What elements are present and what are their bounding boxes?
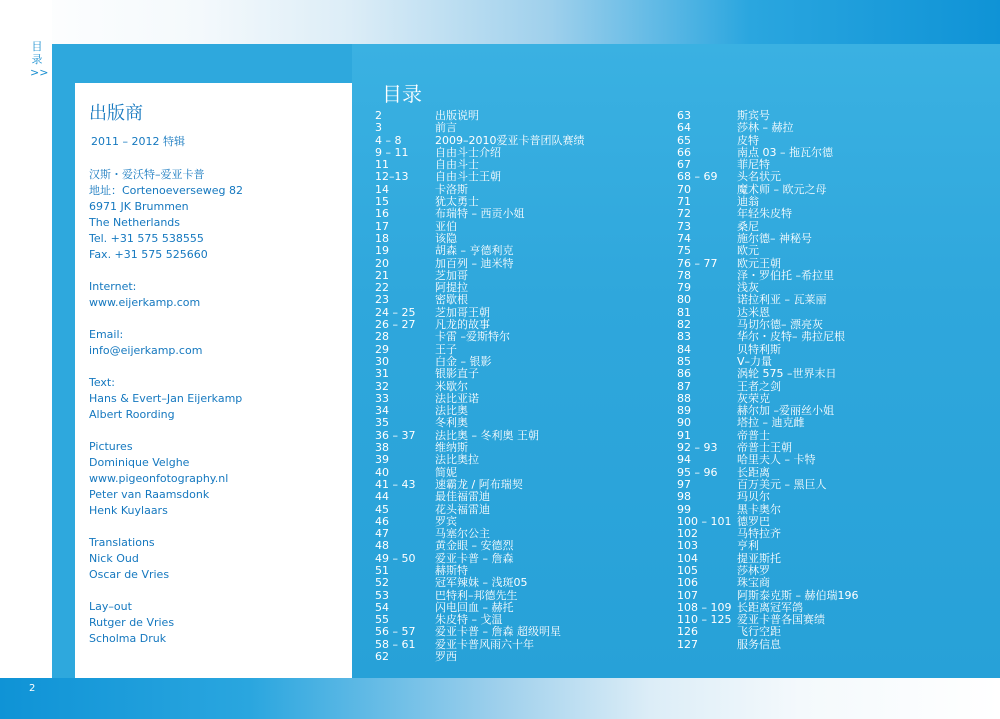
toc-page-number: 35 [375, 416, 389, 430]
toc-entry-title: 自由斗士介绍 [435, 145, 501, 159]
toc-entry-title: 塔拉 – 迪克雌 [737, 416, 805, 430]
toc-entry-title: 冠军辣妹 – 浅斑05 [435, 576, 528, 590]
toc-page-number: 100 – 101 [677, 514, 732, 528]
toc-entry-title: 年轻朱皮特 [737, 207, 792, 221]
toc-entry[interactable] [375, 368, 585, 380]
toc-entry-title: 菲尼特 [737, 158, 770, 172]
toc-entry[interactable] [375, 430, 585, 442]
toc-page-number: 95 – 96 [677, 465, 718, 479]
toc-entry-title: 施尔德– 神秘号 [737, 231, 812, 245]
toc-entry-title: 服务信息 [737, 637, 781, 651]
toc-entry-title: 赫尔加 –爱丽丝小姐 [737, 404, 834, 418]
toc-entry-title: 马塞尔公主 [435, 527, 490, 541]
toc-entry-title: 芝加哥 [435, 268, 468, 282]
toc-entry-title: 爱亚卡普风雨六十年 [435, 637, 534, 651]
toc-entry[interactable] [375, 294, 585, 306]
toc-entry[interactable] [375, 651, 585, 663]
toc-page-number: 3 [375, 121, 382, 135]
publisher-subtitle: 2011 – 2012 特辑 [91, 135, 185, 148]
toc-entry-title: V–力量 [737, 354, 773, 368]
toc-page-number: 110 – 125 [677, 613, 732, 627]
publisher-line: The Netherlands [89, 216, 181, 229]
toc-entry-title: 法比亚诺 [435, 391, 479, 405]
top-gradient-band [0, 0, 1000, 44]
publisher-line: Henk Kuylaars [89, 504, 168, 517]
toc-entry-title: 莎林罗 [737, 563, 770, 577]
publisher-spacer [89, 519, 243, 535]
toc-entry-title: 马切尔德– 漂亮灰 [737, 318, 823, 332]
toc-entry[interactable] [677, 184, 859, 196]
publisher-line: Fax. +31 575 525660 [89, 248, 208, 261]
toc-entry-title: 欧元王朝 [737, 256, 781, 270]
publisher-line[interactable]: info@eijerkamp.com [89, 344, 203, 357]
toc-entry[interactable] [677, 171, 859, 183]
toc-entry-title: 泽・罗伯托 –希拉里 [737, 268, 834, 282]
publisher-line: Lay–out [89, 600, 132, 613]
toc-entry-title: 珠宝商 [737, 576, 770, 590]
toc-entry[interactable] [677, 454, 859, 466]
toc-entry-title: 长距离 [737, 465, 770, 479]
toc-page-number: 75 [677, 244, 691, 258]
toc-page-number: 80 [677, 293, 691, 307]
toc-page-number: 64 [677, 121, 691, 135]
toc-entry[interactable] [375, 147, 585, 159]
toc-entry[interactable] [677, 368, 859, 380]
toc-entry[interactable] [375, 184, 585, 196]
toc-page-number: 83 [677, 330, 691, 344]
toc-entry-title: 法比奥拉 [435, 453, 479, 467]
toc-page-number: 85 [677, 354, 691, 368]
publisher-spacer [89, 423, 243, 439]
toc-entry-title: 帝普士王朝 [737, 441, 792, 455]
toc-page-number: 90 [677, 416, 691, 430]
toc-page-number: 22 [375, 281, 389, 295]
toc-entry[interactable] [375, 540, 585, 552]
toc-entry-title: 浅灰 [737, 281, 759, 295]
publisher-line: Peter van Raamsdonk [89, 488, 210, 501]
publisher-details [89, 167, 243, 647]
toc-entry-title: 阿提拉 [435, 281, 468, 295]
toc-page-number: 84 [677, 342, 691, 356]
toc-entry-title: 达米恩 [737, 305, 770, 319]
toc-entry-title: 法比奥 [435, 404, 468, 418]
toc-entry[interactable] [677, 577, 859, 589]
toc-page-number: 26 – 27 [375, 318, 416, 332]
toc-page-number: 52 [375, 576, 389, 590]
toc-entry-title: 犹太勇士 [435, 195, 479, 209]
toc-page-number: 126 [677, 625, 698, 639]
toc-entry-title: 冬利奥 [435, 416, 468, 430]
toc-entry-title: 自由斗士王朝 [435, 170, 501, 184]
toc-entry-title: 最佳福雷迪 [435, 490, 490, 504]
toc-entry-title: 长距离冠军鸽 [737, 600, 803, 614]
toc-page-number: 19 [375, 244, 389, 258]
toc-page-number: 30 [375, 354, 389, 368]
toc-entry-title: 王子 [435, 342, 457, 356]
publisher-line[interactable]: www.pigeonfotography.nl [89, 472, 229, 485]
toc-page-number: 17 [375, 219, 389, 233]
toc-page-number: 91 [677, 428, 691, 442]
toc-entry[interactable] [677, 270, 859, 282]
toc-entry-title: 速霸龙 / 阿布瑞契 [435, 477, 523, 491]
publisher-line: 6971 JK Brummen [89, 200, 189, 213]
side-label-char-2: 录 [31, 53, 43, 66]
publisher-line: Email: [89, 328, 124, 341]
toc-entry[interactable] [677, 639, 859, 651]
toc-page-number: 66 [677, 145, 691, 159]
toc-entry-title: 提亚斯托 [737, 551, 781, 565]
toc-page-number: 9 – 11 [375, 145, 409, 159]
toc-page-number: 104 [677, 551, 698, 565]
toc-entry[interactable] [375, 393, 585, 405]
toc-entry-title: 阿斯泰克斯 – 赫伯瑞196 [737, 588, 859, 602]
toc-page-number: 92 – 93 [677, 441, 718, 455]
toc-entry[interactable] [375, 282, 585, 294]
publisher-spacer [89, 583, 243, 599]
toc-entry-title: 罗宾 [435, 514, 457, 528]
toc-entry[interactable] [375, 442, 585, 454]
toc-entry-title: 米歇尔 [435, 379, 468, 393]
toc-page-number: 55 [375, 613, 389, 627]
toc-page-number: 98 [677, 490, 691, 504]
toc-page-number: 34 [375, 404, 389, 418]
toc-entry[interactable] [677, 381, 859, 393]
toc-page-number: 73 [677, 219, 691, 233]
toc-entry[interactable] [375, 491, 585, 503]
toc-entry-title: 涡轮 575 –世界末日 [737, 367, 837, 381]
toc-entry[interactable] [677, 528, 859, 540]
toc-entry-title: 飞行空距 [737, 625, 781, 639]
toc-page-number: 48 [375, 539, 389, 553]
toc-entry[interactable] [375, 270, 585, 282]
toc-page-number: 14 [375, 182, 389, 196]
publisher-line: Rutger de Vries [89, 616, 175, 629]
toc-entry-title: 王者之剑 [737, 379, 781, 393]
toc-page-number: 21 [375, 268, 389, 282]
toc-entry-title: 卡雷 –爱斯特尔 [435, 330, 510, 344]
toc-page-number: 32 [375, 379, 389, 393]
toc-entry-title: 爱亚卡普各国赛绩 [737, 613, 825, 627]
toc-entry[interactable] [677, 233, 859, 245]
toc-page-number: 33 [375, 391, 389, 405]
toc-title: 目录 [382, 82, 422, 106]
toc-entry-title: 哈里夫人 – 卡特 [737, 453, 816, 467]
toc-page-number: 127 [677, 637, 698, 651]
toc-entry-title: 桑尼 [737, 219, 759, 233]
toc-page-number: 99 [677, 502, 691, 516]
toc-page-number: 63 [677, 109, 691, 122]
toc-entry[interactable] [375, 504, 585, 516]
toc-page-number: 4 – 8 [375, 133, 402, 147]
toc-entry-title: 爱亚卡普 – 詹森 [435, 551, 514, 565]
publisher-line: Tel. +31 575 538555 [89, 232, 204, 245]
toc-entry-title: 芝加哥王朝 [435, 305, 490, 319]
toc-page-number: 16 [375, 207, 389, 221]
toc-entry-title: 亚伯 [435, 219, 457, 233]
toc-page-number: 71 [677, 195, 691, 209]
toc-entry-title: 前言 [435, 121, 457, 135]
toc-page-number: 74 [677, 231, 691, 245]
side-section-label[interactable] [30, 40, 49, 79]
toc-entry[interactable] [375, 245, 585, 257]
toc-page-number: 65 [677, 133, 691, 147]
toc-entry-title: 爱亚卡普 – 詹森 超级明星 [435, 625, 561, 639]
publisher-spacer [89, 263, 243, 279]
toc-entry-title: 花头福雷迪 [435, 502, 490, 516]
publisher-title: 出版商 [89, 103, 143, 124]
toc-page-number: 38 [375, 441, 389, 455]
toc-page-number: 53 [375, 588, 389, 602]
toc-page-number: 79 [677, 281, 691, 295]
toc-page-number: 86 [677, 367, 691, 381]
toc-page-number: 67 [677, 158, 691, 172]
toc-entry[interactable] [677, 504, 859, 516]
toc-entry[interactable] [375, 626, 585, 638]
toc-entry[interactable] [677, 626, 859, 638]
toc-page-number: 68 – 69 [677, 170, 718, 184]
toc-page-number: 11 [375, 158, 389, 172]
toc-entry-title: 白金 – 银影 [435, 354, 492, 368]
toc-entry-title: 斯宾号 [737, 109, 770, 122]
toc-entry-title: 帝普士 [737, 428, 770, 442]
toc-entry-title: 黑卡奥尔 [737, 502, 781, 516]
side-label-arrows: >> [30, 66, 49, 79]
toc-column-left [375, 110, 585, 663]
toc-page-number: 2 [375, 109, 382, 122]
publisher-line: 地址：Cortenoeverseweg 82 [89, 184, 244, 197]
publisher-line: Translations [89, 536, 155, 549]
toc-page-number: 28 [375, 330, 389, 344]
toc-page-number: 82 [677, 318, 691, 332]
toc-entry[interactable] [677, 540, 859, 552]
toc-entry-title: 魔术师 – 欧元之母 [737, 182, 827, 196]
publisher-line: Dominique Velghe [89, 456, 190, 469]
publisher-line: Nick Oud [89, 552, 139, 565]
toc-page-number: 39 [375, 453, 389, 467]
toc-entry-title: 维纳斯 [435, 441, 468, 455]
toc-page-number: 47 [375, 527, 389, 541]
toc-entry[interactable] [375, 356, 585, 368]
toc-entry-title: 莎林 – 赫拉 [737, 121, 794, 135]
toc-entry[interactable] [375, 639, 585, 651]
toc-entry-title: 朱皮特 – 戈温 [435, 613, 503, 627]
toc-entry-title: 卡洛斯 [435, 182, 468, 196]
toc-entry-title: 出版说明 [435, 109, 479, 122]
toc-page-number: 89 [677, 404, 691, 418]
side-label-char-1: 目 [31, 40, 43, 53]
toc-page-number: 51 [375, 563, 389, 577]
toc-page-number: 102 [677, 527, 698, 541]
toc-page-number: 70 [677, 182, 691, 196]
toc-page-number: 97 [677, 477, 691, 491]
page-number: 2 [29, 683, 36, 694]
left-margin-strip [0, 0, 52, 719]
toc-entry[interactable] [677, 208, 859, 220]
publisher-line: Albert Roording [89, 408, 175, 421]
toc-page-number: 20 [375, 256, 389, 270]
toc-entry-title: 灰荣克 [737, 391, 770, 405]
toc-page-number: 31 [375, 367, 389, 381]
toc-page-number: 56 – 57 [375, 625, 416, 639]
toc-entry[interactable] [375, 208, 585, 220]
toc-page-number: 15 [375, 195, 389, 209]
toc-page-number: 41 – 43 [375, 477, 416, 491]
toc-entry-title: 巴特利–邦德先生 [435, 588, 518, 602]
toc-entry-title: 银影直子 [435, 367, 479, 381]
toc-page-number: 29 [375, 342, 389, 356]
toc-page-number: 12–13 [375, 170, 409, 184]
toc-entry[interactable] [375, 417, 585, 429]
toc-page-number: 106 [677, 576, 698, 590]
toc-page-number: 23 [375, 293, 389, 307]
toc-entry[interactable] [677, 417, 859, 429]
publisher-spacer [89, 359, 243, 375]
toc-page-number: 88 [677, 391, 691, 405]
publisher-line: Text: [89, 376, 115, 389]
toc-entry[interactable] [375, 110, 585, 122]
toc-entry-title: 欧元 [737, 244, 759, 258]
toc-entry-title: 马特拉齐 [737, 527, 781, 541]
toc-entry-title: 密歇根 [435, 293, 468, 307]
toc-page-number: 24 – 25 [375, 305, 416, 319]
toc-entry-title: 胡森 – 亨德利克 [435, 244, 514, 258]
publisher-line: Oscar de Vries [89, 568, 170, 581]
toc-entry[interactable] [677, 294, 859, 306]
toc-entry-title: 迪翁 [737, 195, 759, 209]
toc-page-number: 108 – 109 [677, 600, 732, 614]
toc-entry-title: 凡龙的故事 [435, 318, 490, 332]
toc-page-number: 78 [677, 268, 691, 282]
toc-entry[interactable] [375, 122, 585, 134]
toc-page-number: 40 [375, 465, 389, 479]
toc-entry-title: 罗西 [435, 650, 457, 664]
toc-page-number: 18 [375, 231, 389, 245]
toc-page-number: 72 [677, 207, 691, 221]
toc-entry-title: 南点 03 – 拖瓦尔德 [737, 145, 833, 159]
toc-entry-title: 头名状元 [737, 170, 781, 184]
bottom-gradient-band [0, 678, 1000, 719]
toc-entry[interactable] [677, 331, 859, 343]
toc-entry-title: 赫斯特 [435, 563, 468, 577]
toc-entry[interactable] [375, 553, 585, 565]
toc-entry-title: 法比奥 – 冬利奥 王朝 [435, 428, 539, 442]
publisher-line: Scholma Druk [89, 632, 167, 645]
toc-entry-title: 2009–2010爱亚卡普团队赛绩 [435, 133, 585, 147]
toc-page-number: 54 [375, 600, 389, 614]
toc-entry[interactable] [375, 381, 585, 393]
toc-entry[interactable] [677, 245, 859, 257]
toc-entry[interactable] [375, 331, 585, 343]
toc-entry[interactable] [375, 454, 585, 466]
toc-page-number: 45 [375, 502, 389, 516]
toc-page-number: 62 [375, 650, 389, 664]
toc-entry-title: 该隐 [435, 231, 457, 245]
toc-entry[interactable] [677, 491, 859, 503]
toc-page-number: 76 – 77 [677, 256, 718, 270]
toc-entry[interactable] [677, 122, 859, 134]
toc-entry-title: 布瑞特 – 西贡小姐 [435, 207, 525, 221]
toc-page-number: 44 [375, 490, 389, 504]
publisher-line: 汉斯・爱沃特–爱亚卡普 [89, 168, 205, 181]
toc-entry-title: 闪电回血 – 赫托 [435, 600, 514, 614]
toc-page-number: 36 – 37 [375, 428, 416, 442]
toc-entry-title: 自由斗士 [435, 158, 479, 172]
toc-entry[interactable] [375, 405, 585, 417]
toc-entry[interactable] [375, 577, 585, 589]
toc-entry[interactable] [375, 221, 585, 233]
toc-page-number: 81 [677, 305, 691, 319]
toc-entry-title: 加百列 – 迪米特 [435, 256, 514, 270]
toc-page-number: 94 [677, 453, 691, 467]
toc-entry-title: 百万美元 – 黑巨人 [737, 477, 827, 491]
publisher-line: Internet: [89, 280, 137, 293]
toc-page-number: 46 [375, 514, 389, 528]
toc-entry-title: 华尔・皮特– 弗拉尼根 [737, 330, 845, 344]
toc-entry-title: 皮特 [737, 133, 759, 147]
toc-entry-title: 黄金眼 – 安德烈 [435, 539, 514, 553]
toc-page-number: 87 [677, 379, 691, 393]
toc-page-number: 107 [677, 588, 698, 602]
toc-page-number: 103 [677, 539, 698, 553]
publisher-spacer [89, 311, 243, 327]
publisher-line: Hans & Evert–Jan Eijerkamp [89, 392, 243, 405]
toc-entry-title: 亨利 [737, 539, 759, 553]
toc-column-right [677, 110, 859, 651]
toc-entry[interactable] [375, 171, 585, 183]
toc-page-number: 58 – 61 [375, 637, 416, 651]
toc-page-number: 49 – 50 [375, 551, 416, 565]
toc-entry[interactable] [375, 258, 585, 270]
publisher-line[interactable]: www.eijerkamp.com [89, 296, 201, 309]
toc-entry-title: 德罗巴 [737, 514, 770, 528]
toc-entry-title: 玛贝尔 [737, 490, 770, 504]
toc-entry-title: 简妮 [435, 465, 457, 479]
toc-page-number: 105 [677, 563, 698, 577]
publisher-line: Pictures [89, 440, 133, 453]
toc-entry-title: 诺拉利亚 – 瓦莱丽 [737, 293, 827, 307]
toc-entry[interactable] [677, 258, 859, 270]
toc-entry-title: 贝特利斯 [737, 342, 781, 356]
